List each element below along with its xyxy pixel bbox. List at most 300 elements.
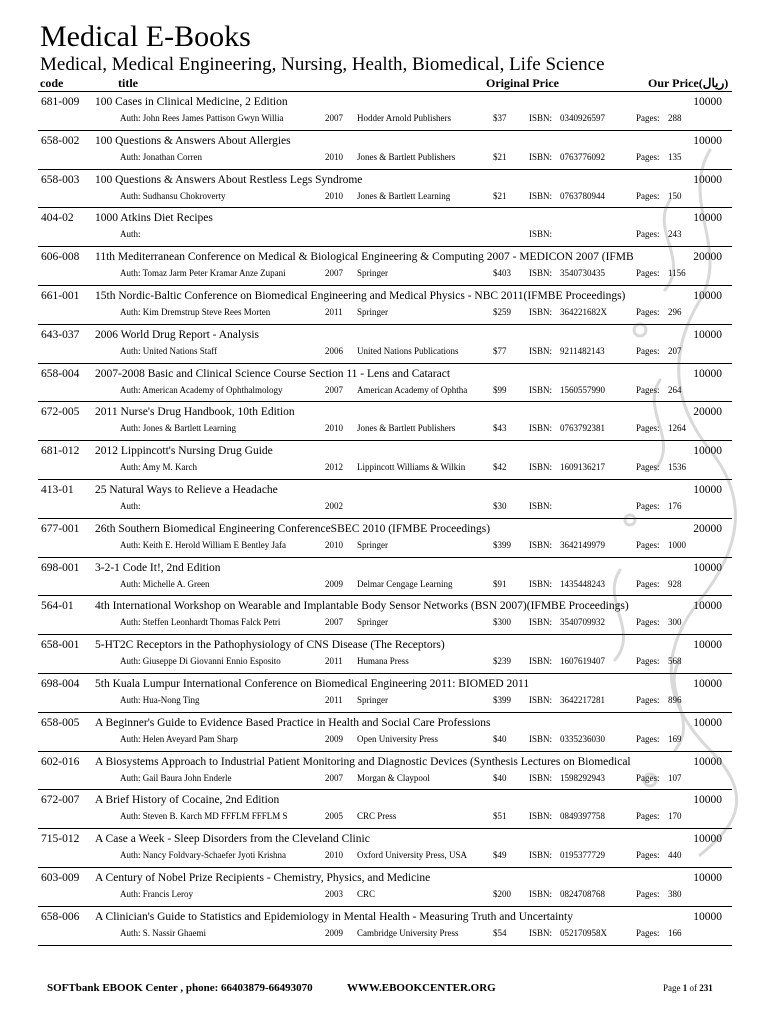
book-pages: 896	[668, 694, 682, 705]
book-main-line	[0, 676, 768, 692]
book-our-price: 10000	[693, 600, 722, 613]
book-our-price: 20000	[693, 406, 722, 419]
book-title: A Brief History of Cocaine, 2nd Edition	[95, 794, 280, 807]
book-isbn: 3642217281	[560, 694, 605, 705]
book-code: 413-01	[41, 483, 74, 496]
book-our-price: 10000	[693, 677, 722, 690]
book-code: 603-009	[41, 871, 80, 884]
book-author	[120, 499, 320, 513]
book-pages: 568	[668, 656, 682, 667]
book-author	[120, 615, 320, 629]
book-year: 2011	[325, 306, 343, 317]
book-isbn: 0849397758	[560, 811, 605, 822]
pages-label: Pages:	[636, 113, 660, 123]
book-pages: 135	[668, 151, 682, 162]
book-our-price: 10000	[693, 328, 722, 341]
book-publisher: Cambridge University Press	[357, 927, 459, 938]
book-code: 602-016	[41, 755, 80, 768]
book-detail-line	[0, 538, 768, 552]
author-name: Giuseppe Di Giovanni Ennio Esposito	[142, 656, 281, 667]
document-title: Medical E-Books	[40, 20, 251, 53]
book-author	[120, 111, 320, 125]
book-isbn: 3540709932	[560, 617, 605, 628]
book-main-line	[0, 792, 768, 808]
pages-label: Pages:	[636, 268, 660, 279]
book-author	[120, 732, 320, 746]
isbn-label: ISBN:	[529, 617, 553, 628]
book-entry	[0, 286, 768, 325]
book-publisher: CRC Press	[357, 811, 397, 822]
book-original-price: $300	[493, 617, 511, 628]
pages-label: Pages:	[636, 617, 660, 628]
book-detail-line	[0, 111, 768, 125]
book-title: 5-HT2C Receptors in the Pathophysiology of CNS Disease (The Receptors)	[95, 639, 445, 652]
isbn-label: ISBN:	[529, 733, 553, 744]
book-title: A Century of Nobel Prize Recipients - Chemistry, Physics, and Medicine	[95, 871, 431, 884]
column-header-code: code	[40, 76, 64, 90]
book-author	[120, 538, 320, 552]
author-name: S. Nassir Ghaemi	[142, 927, 207, 938]
isbn-label: ISBN:	[529, 345, 553, 356]
book-detail-line	[0, 344, 768, 358]
book-entry	[0, 92, 768, 131]
pages-label: Pages:	[636, 656, 660, 667]
author-name: Nancy Foldvary-Schaefer Jyoti Krishna	[142, 850, 286, 861]
book-our-price: 10000	[693, 871, 722, 884]
book-author	[120, 771, 320, 785]
book-author	[120, 460, 320, 474]
book-our-price: 10000	[693, 289, 722, 302]
book-our-price: 10000	[693, 483, 722, 496]
book-author	[120, 189, 320, 203]
book-author	[120, 150, 320, 164]
book-main-line	[0, 715, 768, 731]
book-title: 2012 Lippincott's Nursing Drug Guide	[95, 445, 273, 458]
author-name: Tomaz Jarm Peter Kramar Anze Zupani	[142, 268, 286, 279]
book-original-price: $21	[493, 190, 507, 201]
book-year: 2005	[325, 811, 343, 822]
book-our-price: 10000	[693, 910, 722, 923]
book-title: A Clinician's Guide to Statistics and Epidemiology in Mental Health - Measuring Truth and Uncertainty	[95, 910, 573, 923]
book-publisher: Springer	[357, 539, 388, 550]
auth-label: Auth:	[120, 345, 141, 356]
book-detail-line	[0, 926, 768, 940]
author-name: American Academy of Ophthalmology	[142, 384, 283, 395]
book-our-price: 10000	[693, 96, 722, 108]
book-publisher: Jones & Bartlett Learning	[357, 190, 451, 201]
book-title: 100 Questions & Answers About Allergies	[95, 134, 291, 147]
author-name: Steffen Leonhardt Thomas Falck Petri	[142, 617, 281, 628]
book-pages: 380	[668, 888, 682, 899]
book-publisher: Morgan & Claypool	[357, 772, 430, 783]
book-year: 2007	[325, 772, 343, 783]
book-original-price: $21	[493, 151, 507, 162]
book-code: 698-004	[41, 677, 80, 690]
book-pages: 300	[668, 617, 682, 628]
book-title: 2007-2008 Basic and Clinical Science Course Section 11 - Lens and Cataract	[95, 367, 451, 380]
book-pages: 1156	[668, 268, 686, 279]
book-our-price: 10000	[693, 212, 722, 225]
book-isbn: 364221682X	[560, 306, 607, 317]
book-original-price: $49	[493, 850, 507, 861]
book-code: 658-006	[41, 910, 80, 923]
book-original-price: $91	[493, 578, 507, 589]
page-number	[663, 980, 713, 996]
book-main-line	[0, 909, 768, 925]
book-isbn: 0763776092	[560, 151, 605, 162]
book-title: 11th Mediterranean Conference on Medical & Biological Engineering & Computing 2007 - MEDICON 2007 (IFMB	[95, 251, 634, 264]
book-entry	[0, 907, 768, 946]
book-isbn: 0824708768	[560, 888, 605, 899]
book-publisher: CRC	[357, 888, 376, 899]
book-detail-line	[0, 383, 768, 397]
book-detail-line	[0, 732, 768, 746]
book-code: 715-012	[41, 833, 80, 846]
auth-label: Auth:	[120, 268, 141, 279]
isbn-label: ISBN:	[529, 578, 553, 589]
auth-label: Auth:	[120, 772, 141, 783]
author-name: Hua-Nong Ting	[142, 694, 200, 705]
pages-label: Pages:	[636, 539, 660, 550]
auth-label: Auth:	[120, 151, 141, 162]
book-code: 658-002	[41, 134, 80, 147]
book-detail-line	[0, 771, 768, 785]
book-our-price: 10000	[693, 755, 722, 768]
auth-label: Auth:	[120, 229, 141, 240]
isbn-label: ISBN:	[529, 656, 553, 667]
pages-label: Pages:	[636, 578, 660, 589]
book-our-price: 20000	[693, 522, 722, 535]
pages-label: Pages:	[636, 888, 660, 899]
isbn-label: ISBN:	[529, 694, 553, 705]
book-our-price: 10000	[693, 561, 722, 574]
book-detail-line	[0, 615, 768, 629]
book-year: 2002	[325, 500, 343, 511]
book-pages: 296	[668, 306, 682, 317]
pages-label: Pages:	[636, 229, 660, 240]
book-year: 2010	[325, 190, 343, 201]
book-title: A Case a Week - Sleep Disorders from the Cleveland Clinic	[95, 833, 370, 846]
pages-label: Pages:	[636, 151, 660, 162]
isbn-label: ISBN:	[529, 500, 553, 511]
book-entry	[0, 325, 768, 364]
auth-label: Auth:	[120, 190, 141, 201]
book-our-price: 10000	[693, 134, 722, 147]
book-our-price: 10000	[693, 639, 722, 652]
page-total: 231	[699, 983, 713, 993]
book-pages: 264	[668, 384, 682, 395]
book-detail-line	[0, 150, 768, 164]
author-name: John Rees James Pattison Gwyn Willia	[142, 113, 284, 123]
book-main-line	[0, 598, 768, 614]
book-title: 3-2-1 Code It!, 2nd Edition	[95, 561, 221, 574]
book-detail-line	[0, 577, 768, 591]
book-original-price: $239	[493, 656, 511, 667]
book-author	[120, 383, 320, 397]
isbn-label: ISBN:	[529, 539, 553, 550]
book-pages: 207	[668, 345, 682, 356]
book-year: 2011	[325, 694, 343, 705]
book-code: 698-001	[41, 561, 80, 574]
book-original-price: $399	[493, 539, 511, 550]
book-isbn: 1435448243	[560, 578, 605, 589]
book-author	[120, 227, 320, 241]
isbn-label: ISBN:	[529, 850, 553, 861]
book-entry	[0, 519, 768, 558]
book-main-line	[0, 870, 768, 886]
isbn-label: ISBN:	[529, 229, 553, 240]
book-original-price: $399	[493, 694, 511, 705]
book-author	[120, 654, 320, 668]
book-author	[120, 305, 320, 319]
book-entry	[0, 713, 768, 752]
book-original-price: $51	[493, 811, 507, 822]
author-name: Keith E. Herold William E Bentley Jafa	[142, 539, 286, 550]
book-detail-line	[0, 460, 768, 474]
book-publisher: American Academy of Ophtha	[357, 384, 468, 395]
book-year: 2010	[325, 850, 343, 861]
book-year: 2006	[325, 345, 343, 356]
book-main-line	[0, 288, 768, 304]
book-pages: 243	[668, 229, 682, 240]
book-title: 15th Nordic-Baltic Conference on Biomedical Engineering and Medical Physics - NBC 2011(IFMBE Proceedings)	[95, 289, 626, 302]
book-pages: 288	[668, 113, 682, 123]
book-pages: 150	[668, 190, 682, 201]
pages-label: Pages:	[636, 927, 660, 938]
book-author	[120, 421, 320, 435]
isbn-label: ISBN:	[529, 151, 553, 162]
isbn-label: ISBN:	[529, 927, 553, 938]
book-publisher: Oxford University Press, USA	[357, 850, 467, 861]
book-year: 2007	[325, 384, 343, 395]
book-year: 2010	[325, 539, 343, 550]
book-detail-line	[0, 189, 768, 203]
book-code: 658-003	[41, 173, 80, 186]
book-code: 681-009	[41, 96, 80, 108]
auth-label: Auth:	[120, 578, 141, 589]
auth-label: Auth:	[120, 462, 141, 473]
document-subtitle: Medical, Medical Engineering, Nursing, Health, Biomedical, Life Science	[40, 54, 605, 75]
book-publisher: Jones & Bartlett Publishers	[357, 151, 456, 162]
book-publisher: Humana Press	[357, 656, 409, 667]
book-code: 643-037	[41, 328, 80, 341]
book-main-line	[0, 133, 768, 149]
book-entry	[0, 480, 768, 519]
book-detail-line	[0, 227, 768, 241]
book-original-price: $54	[493, 927, 507, 938]
book-code: 681-012	[41, 445, 80, 458]
book-original-price: $40	[493, 733, 507, 744]
book-title: 25 Natural Ways to Relieve a Headache	[95, 483, 278, 496]
book-detail-line	[0, 266, 768, 280]
book-year: 2009	[325, 578, 343, 589]
book-original-price: $40	[493, 772, 507, 783]
book-publisher: Hodder Arnold Publishers	[357, 113, 451, 123]
book-year: 2012	[325, 462, 343, 473]
book-code: 564-01	[41, 600, 74, 613]
pages-label: Pages:	[636, 345, 660, 356]
book-publisher: Jones & Bartlett Publishers	[357, 423, 456, 434]
book-title: A Biosystems Approach to Industrial Patient Monitoring and Diagnostic Devices (Synthesis Lectures on Biomedical	[95, 755, 631, 768]
book-author	[120, 926, 320, 940]
auth-label: Auth:	[120, 694, 141, 705]
page-of: of	[689, 983, 697, 993]
book-author	[120, 344, 320, 358]
book-publisher: United Nations Publications	[357, 345, 459, 356]
book-main-line	[0, 210, 768, 226]
auth-label: Auth:	[120, 539, 141, 550]
author-name: Gail Baura John Enderle	[142, 772, 232, 783]
book-entry	[0, 402, 768, 441]
book-year: 2007	[325, 113, 343, 123]
auth-label: Auth:	[120, 850, 141, 861]
pages-label: Pages:	[636, 500, 660, 511]
pages-label: Pages:	[636, 190, 660, 201]
book-author	[120, 887, 320, 901]
book-isbn: 1560557990	[560, 384, 605, 395]
book-publisher: Open University Press	[357, 733, 438, 744]
book-code: 672-005	[41, 406, 80, 419]
book-original-price: $30	[493, 500, 507, 511]
book-our-price: 10000	[693, 173, 722, 186]
book-publisher: Springer	[357, 268, 388, 279]
book-title: 2011 Nurse's Drug Handbook, 10th Edition	[95, 406, 295, 419]
book-title: 2006 World Drug Report - Analysis	[95, 328, 260, 341]
author-name: Steven B. Karch MD FFFLM FFFLM S	[142, 811, 288, 822]
column-header-original-price: Original Price	[486, 76, 559, 90]
author-name: Helen Aveyard Pam Sharp	[142, 733, 238, 744]
footer-company: SOFTbank EBOOK Center , phone: 66403879-66493070	[47, 982, 313, 994]
book-year: 2003	[325, 888, 343, 899]
book-publisher: Lippincott Williams & Wilkin	[357, 462, 466, 473]
book-year: 2007	[325, 617, 343, 628]
author-name: Sudhansu Chokroverty	[142, 190, 226, 201]
auth-label: Auth:	[120, 113, 141, 123]
book-year: 2010	[325, 423, 343, 434]
auth-label: Auth:	[120, 384, 141, 395]
book-our-price: 20000	[693, 251, 722, 264]
book-title: 5th Kuala Lumpur International Conference on Biomedical Engineering 2011: BIOMED 2011	[95, 677, 530, 690]
book-isbn: 0763792381	[560, 423, 605, 434]
author-name: United Nations Staff	[142, 345, 218, 356]
book-isbn: 0195377729	[560, 850, 605, 861]
book-original-price: $42	[493, 462, 507, 473]
pages-label: Pages:	[636, 811, 660, 822]
book-code: 606-008	[41, 251, 80, 264]
book-code: 404-02	[41, 212, 74, 225]
book-main-line	[0, 172, 768, 188]
book-our-price: 10000	[693, 445, 722, 458]
book-list	[0, 92, 768, 946]
book-entry	[0, 208, 768, 247]
book-detail-line	[0, 421, 768, 435]
book-publisher: Springer	[357, 617, 388, 628]
book-pages: 170	[668, 811, 682, 822]
book-main-line	[0, 404, 768, 420]
author-name: Kim Dremstrup Steve Rees Morten	[142, 306, 271, 317]
book-pages: 107	[668, 772, 682, 783]
book-original-price: $99	[493, 384, 507, 395]
book-entry	[0, 558, 768, 597]
book-isbn: 0340926597	[560, 113, 605, 123]
book-main-line	[0, 482, 768, 498]
book-author	[120, 848, 320, 862]
book-detail-line	[0, 693, 768, 707]
book-entry	[0, 247, 768, 286]
book-main-line	[0, 366, 768, 382]
book-main-line	[0, 327, 768, 343]
pages-label: Pages:	[636, 462, 660, 473]
book-isbn: 3540730435	[560, 268, 605, 279]
book-author	[120, 809, 320, 823]
book-main-line	[0, 637, 768, 653]
book-original-price: $37	[493, 113, 507, 123]
book-detail-line	[0, 499, 768, 513]
book-main-line	[0, 94, 768, 110]
book-entry	[0, 441, 768, 480]
isbn-label: ISBN:	[529, 190, 553, 201]
isbn-label: ISBN:	[529, 306, 553, 317]
auth-label: Auth:	[120, 500, 141, 511]
book-year: 2007	[325, 268, 343, 279]
isbn-label: ISBN:	[529, 811, 553, 822]
book-isbn: 052170958X	[560, 927, 607, 938]
book-entry	[0, 170, 768, 209]
pages-label: Pages:	[636, 306, 660, 317]
book-publisher: Springer	[357, 306, 388, 317]
book-year: 2009	[325, 927, 343, 938]
book-detail-line	[0, 654, 768, 668]
book-title: 1000 Atkins Diet Recipes	[95, 212, 213, 225]
auth-label: Auth:	[120, 733, 141, 744]
isbn-label: ISBN:	[529, 113, 553, 123]
book-code: 677-001	[41, 522, 80, 535]
book-entry	[0, 674, 768, 713]
pages-label: Pages:	[636, 423, 660, 434]
isbn-label: ISBN:	[529, 423, 553, 434]
book-our-price: 10000	[693, 833, 722, 846]
book-pages: 169	[668, 733, 682, 744]
auth-label: Auth:	[120, 306, 141, 317]
book-title: 4th International Workshop on Wearable and Implantable Body Sensor Networks (BSN 2007)(IFMBE Proceedings)	[95, 600, 629, 613]
auth-label: Auth:	[120, 656, 141, 667]
auth-label: Auth:	[120, 617, 141, 628]
book-entry	[0, 364, 768, 403]
book-main-line	[0, 754, 768, 770]
book-our-price: 10000	[693, 716, 722, 729]
book-pages: 1536	[668, 462, 686, 473]
book-main-line	[0, 560, 768, 576]
isbn-label: ISBN:	[529, 772, 553, 783]
page-prefix: Page	[663, 983, 681, 993]
book-entry	[0, 635, 768, 674]
book-main-line	[0, 443, 768, 459]
book-year: 2011	[325, 656, 343, 667]
auth-label: Auth:	[120, 888, 141, 899]
auth-label: Auth:	[120, 811, 141, 822]
book-entry	[0, 131, 768, 170]
author-name: Michelle A. Green	[142, 578, 210, 589]
page-current: 1	[682, 983, 688, 993]
book-publisher: Delmar Cengage Learning	[357, 578, 453, 589]
book-detail-line	[0, 887, 768, 901]
book-isbn: 1607619407	[560, 656, 605, 667]
book-isbn: 3642149979	[560, 539, 605, 550]
book-code: 672-007	[41, 794, 80, 807]
author-name: Jonathan Corren	[142, 151, 202, 162]
book-pages: 176	[668, 500, 682, 511]
book-entry	[0, 752, 768, 791]
